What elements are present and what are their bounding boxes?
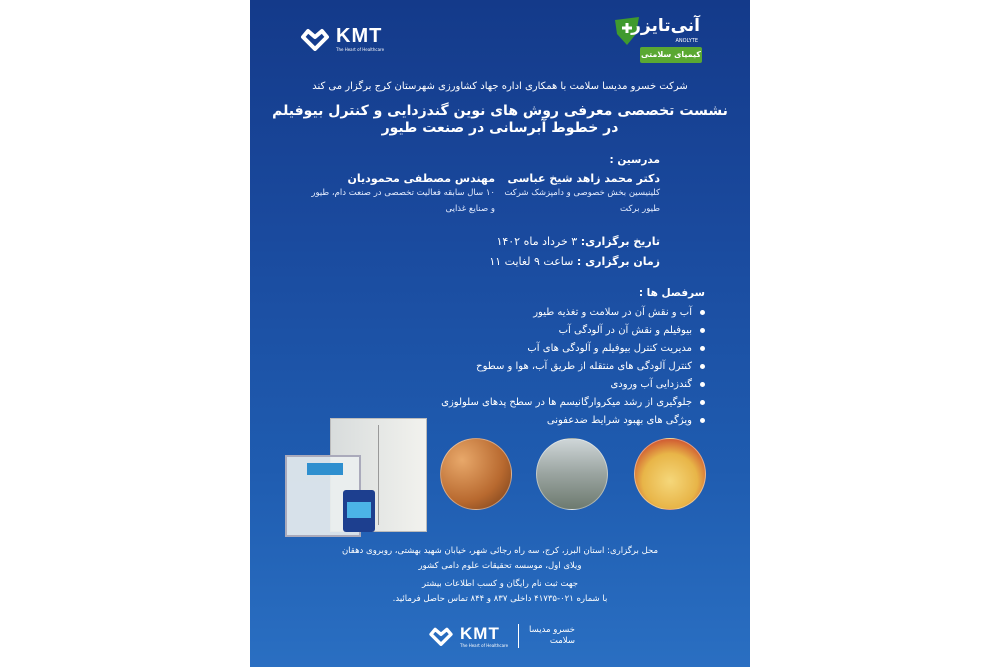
register-line: جهت ثبت نام رایگان و کسب اطلاعات بیشتر	[422, 579, 578, 589]
company-name: خسرو مدیسا	[529, 625, 575, 635]
instructor-desc: کلینیسین بخش خصوصی و دامپزشک شرکت	[504, 188, 660, 198]
event-date	[496, 235, 660, 248]
address-line: محل برگزاری: استان البرز، کرج، سه راه رجائی شهر، خیابان شهید بهشتی، روبروی دهقان	[341, 546, 659, 556]
event-poster	[250, 0, 750, 667]
divider	[518, 624, 519, 648]
register-phone-line: با شماره ۰۲۱-۴۱۷۳۵ داخلی ۸۳۷ و ۸۴۴ تماس حاصل فرمائید.	[392, 594, 608, 604]
registration-info	[250, 577, 750, 607]
address-line: ویلای اول، موسسه تحقیقات علوم دامی کشور	[418, 561, 582, 571]
topic-item: آب و نقش آن در سلامت و تغذیه طیور	[441, 304, 705, 322]
poultry-farm-photo	[536, 438, 608, 510]
instructor-name: دکتر محمد زاهد شیخ عباسی	[507, 172, 660, 185]
eggs-photo	[440, 438, 512, 510]
kmt-logo	[300, 26, 384, 52]
instructor-1	[480, 172, 660, 217]
instructor-desc: طیور برکت	[620, 204, 660, 214]
topic-item: ویژگی های بهبود شرایط ضدعفونی	[441, 412, 705, 430]
kmt-tagline: The Heart of Healthcare	[336, 47, 385, 52]
topic-item: کنترل آلودگی های منتقله از طریق آب، هوا و سطوح	[441, 358, 705, 376]
event-title-line2: در خطوط آبرسانی در صنعت طیور	[381, 120, 619, 136]
kmt-wordmark: KMT	[336, 25, 383, 47]
kmt-wordmark: KMT	[460, 623, 500, 643]
heart-logo-icon	[428, 626, 454, 646]
topic-item: جلوگیری از رشد میکروارگانیسم ها در سطح پدهای سلولوزی	[441, 394, 705, 412]
anolyte-badge: کیمیای سلامتی	[640, 47, 702, 63]
product-canister-image	[343, 490, 375, 532]
venue	[250, 544, 750, 574]
topics-list	[441, 304, 705, 430]
kmt-tagline: The Heart of Healthcare	[460, 642, 509, 648]
time-label: زمان برگزاری :	[576, 255, 660, 268]
anolyte-logo	[612, 14, 702, 74]
company-name: سلامت	[549, 636, 575, 646]
chicks-photo	[634, 438, 706, 510]
time-value: ساعت ۹ لغایت ۱۱	[489, 255, 574, 268]
instructor-name: مهندس مصطفی محمودیان	[347, 172, 495, 185]
topic-item: گندزدایی آب ورودی	[441, 376, 705, 394]
footer-logo	[428, 624, 575, 648]
heart-logo-icon	[300, 27, 330, 51]
anolyte-en-name: ANOLYTE	[675, 38, 698, 44]
anolyte-fa-name: آنی‌تایزر	[631, 16, 700, 36]
instructor-desc: و صنایع غذایی	[445, 204, 495, 214]
instructors-label: مدرسین :	[609, 154, 660, 166]
date-value: ۳ خرداد ماه ۱۴۰۲	[496, 235, 578, 248]
event-time	[489, 255, 660, 268]
topics-label: سرفصل ها :	[638, 287, 705, 299]
date-label: تاریخ برگزاری:	[580, 235, 660, 248]
topic-item: مدیریت کنترل بیوفیلم و آلودگی های آب	[441, 340, 705, 358]
topic-item: بیوفیلم و نقش آن در آلودگی آب	[441, 322, 705, 340]
event-title-line1: نشست تخصصی معرفی روش های نوین گندزدایی و کنترل بیوفیلم	[272, 103, 728, 119]
organizer-line: شرکت خسرو مدیسا سلامت با همکاری اداره جهاد کشاورزی شهرستان کرج برگزار می کند	[312, 81, 688, 92]
instructor-desc: ۱۰ سال سابقه فعالیت تخصصی در صنعت دام، طیور	[311, 188, 495, 198]
instructor-2	[285, 172, 495, 217]
